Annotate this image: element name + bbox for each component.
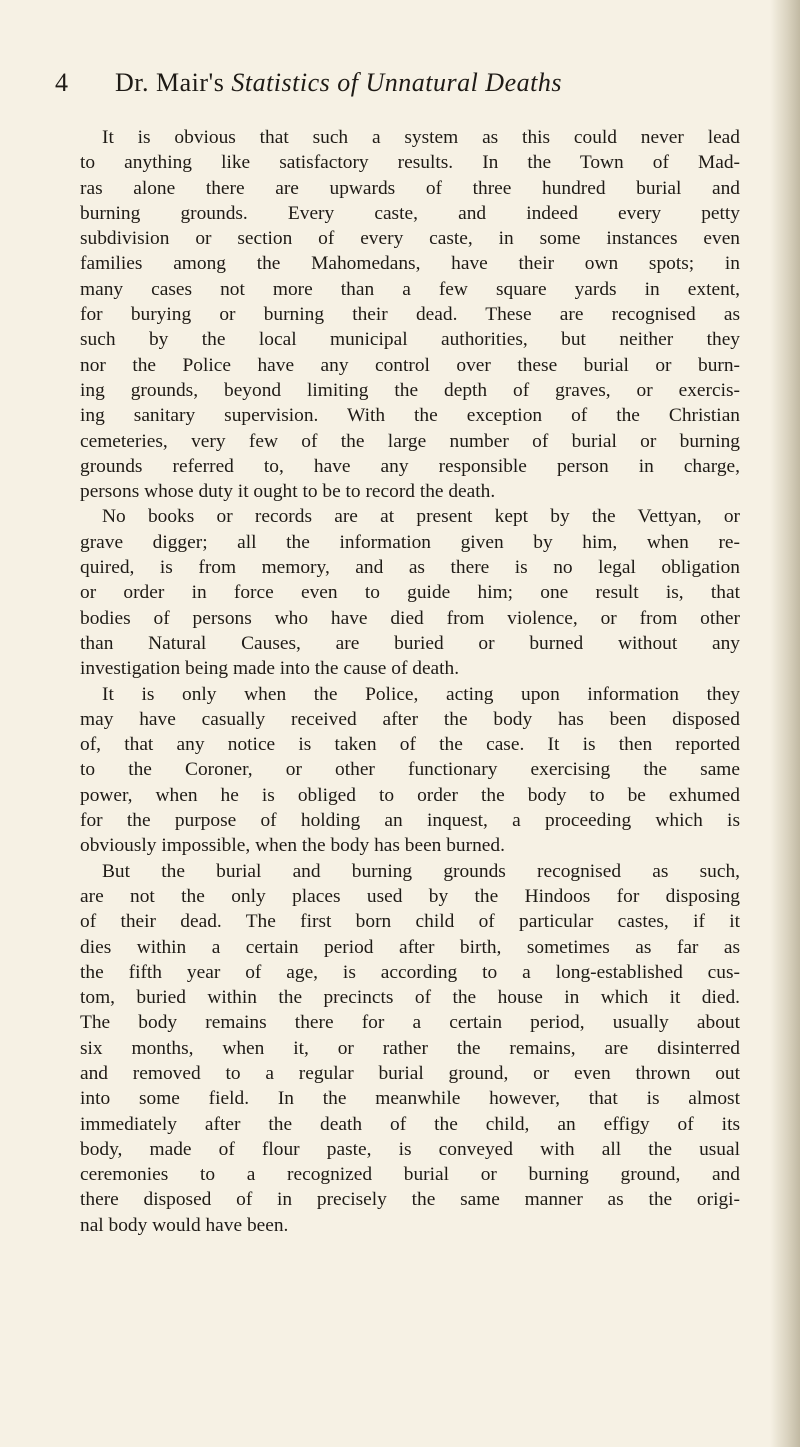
text-line: persons whose duty it ought to be to record the death.	[80, 481, 496, 503]
running-title-regular: Dr. Mair's	[115, 68, 232, 97]
text-line: subdivision or section of every caste, in some instances even	[80, 228, 740, 250]
text-line: the fifth year of age, is according to a long-established cus-	[80, 961, 740, 983]
text-line: body, made of flour paste, is conveyed with all the usual	[80, 1138, 740, 1160]
text-line: nal body would have been.	[80, 1214, 289, 1236]
text-line: for the purpose of holding an inquest, a proceeding which is	[80, 810, 740, 832]
text-line: tom, buried within the precincts of the house in which it died.	[80, 987, 740, 1009]
text-line: or order in force even to guide him; one result is, that	[80, 582, 740, 604]
text-line: dies within a certain period after birth, sometimes as far as	[80, 936, 740, 958]
text-line: It is obvious that such a system as this could never lead	[102, 127, 740, 148]
text-line: But the burial and burning grounds recognised as such,	[102, 860, 740, 882]
text-line: many cases not more than a few square yards in extent,	[80, 278, 740, 300]
text-line: to the Coroner, or other functionary exercising the same	[80, 759, 740, 781]
text-line: for burying or burning their dead. These are recognised as	[80, 304, 740, 326]
text-line: ceremonies to a recognized burial or burning ground, and	[80, 1164, 740, 1186]
text-line: obviously impossible, when the body has been burned.	[80, 835, 505, 857]
running-head	[55, 68, 715, 108]
text-line: than Natural Causes, are buried or burned without any	[80, 632, 740, 654]
text-line: cemeteries, very few of the large number of burial or burning	[80, 430, 740, 452]
text-line: burning grounds. Every caste, and indeed every petty	[80, 202, 740, 224]
text-line: ing grounds, beyond limiting the depth of graves, or exercis-	[80, 379, 740, 401]
text-line: families among the Mahomedans, have their own spots; in	[80, 253, 740, 275]
text-line: quired, is from memory, and as there is no legal obligation	[80, 557, 740, 579]
text-line: investigation being made into the cause of death.	[80, 658, 460, 680]
text-line: grave digger; all the information given by him, when re-	[80, 531, 740, 553]
text-line: No books or records are at present kept by the Vettyan, or	[102, 506, 740, 528]
body-text	[80, 125, 740, 1238]
text-line: there disposed of in precisely the same manner as the origi-	[80, 1189, 740, 1211]
text-line: bodies of persons who have died from violence, or from other	[80, 607, 740, 629]
page-edge-shadow	[770, 0, 800, 1447]
text-line: of, that any notice is taken of the case. It is then reported	[80, 734, 740, 756]
text-line: ras alone there are upwards of three hundred burial and	[80, 177, 740, 199]
text-line: It is only when the Police, acting upon information they	[102, 683, 740, 705]
text-line: nor the Police have any control over these burial or burn-	[80, 354, 740, 376]
text-line: The body remains there for a certain period, usually about	[80, 1012, 740, 1034]
page-number: 4	[55, 68, 69, 97]
text-line: power, when he is obliged to order the body to be exhumed	[80, 784, 740, 806]
text-line: into some field. In the meanwhile however, that is almost	[80, 1088, 740, 1110]
text-line: to anything like satisfactory results. In the Town of Mad-	[80, 152, 740, 174]
text-line: immediately after the death of the child, an effigy of its	[80, 1113, 740, 1135]
text-line: such by the local municipal authorities, but neither they	[80, 329, 740, 351]
text-line: ing sanitary supervision. With the exception of the Christian	[80, 405, 740, 427]
text-line: may have casually received after the body has been disposed	[80, 708, 740, 730]
text-line: and removed to a regular burial ground, or even thrown out	[80, 1062, 740, 1084]
running-title-italic: Statistics of Unnatural Deaths	[231, 68, 562, 97]
text-line: of their dead. The first born child of particular castes, if it	[80, 911, 740, 933]
text-line: grounds referred to, have any responsible person in charge,	[80, 455, 740, 477]
text-line: six months, when it, or rather the remains, are disinterred	[80, 1037, 740, 1059]
text-line: are not the only places used by the Hindoos for disposing	[80, 885, 740, 907]
